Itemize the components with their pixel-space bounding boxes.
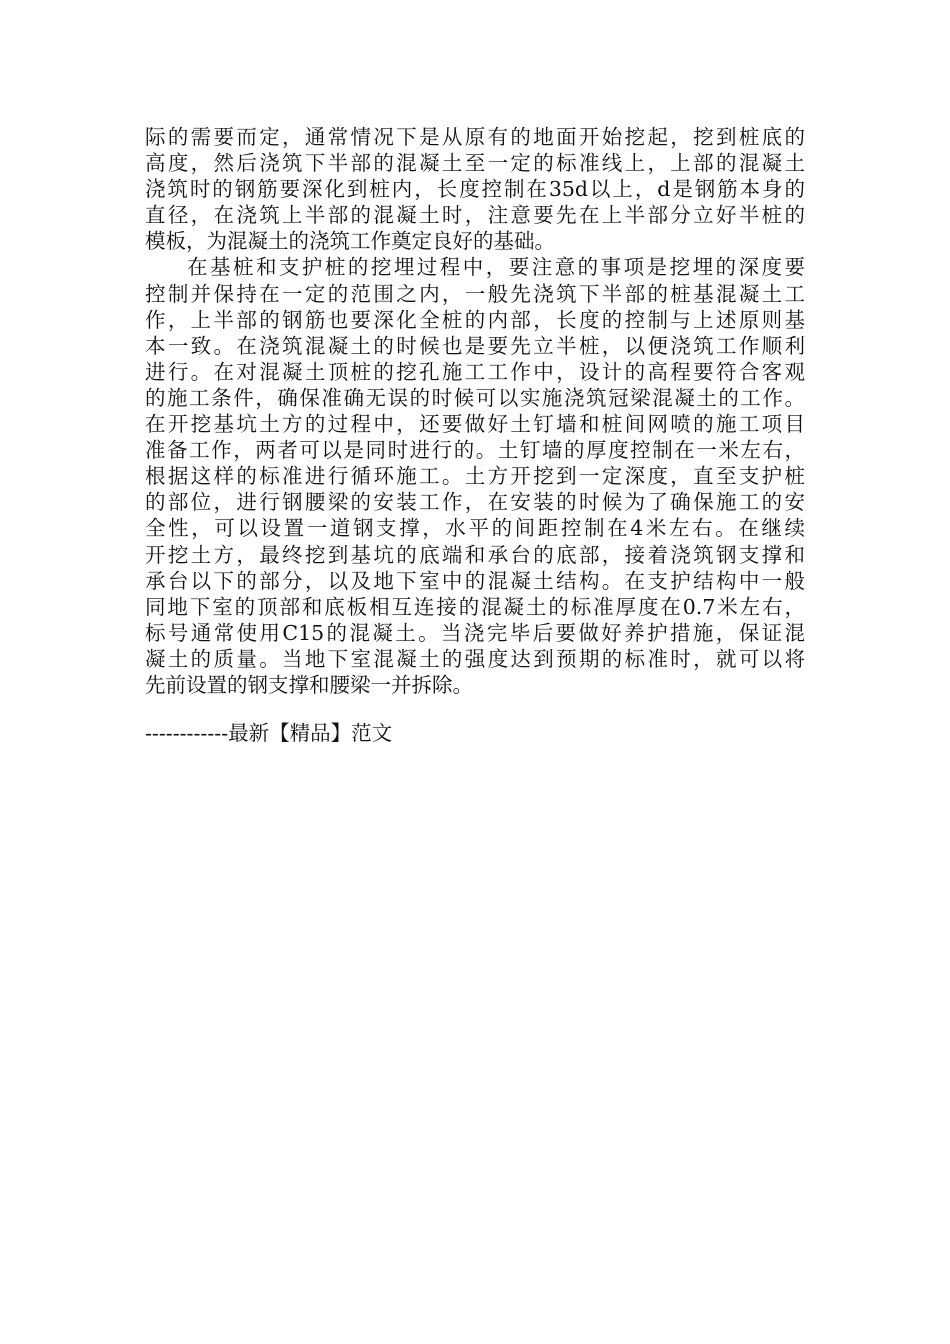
text-line: 开挖土方，最终挖到基坑的底端和承台的底部，接着浇筑钢支撑和: [145, 542, 805, 567]
text-line: 标号通常使用C15的混凝土。当浇完毕后要做好养护措施，保证混: [145, 620, 805, 645]
paragraph-2: [145, 254, 805, 698]
text-line: 控制并保持在一定的范围之内，一般先浇筑下半部的桩基混凝土工: [145, 281, 805, 306]
text-line: 模板，为混凝土的浇筑工作奠定良好的基础。: [145, 229, 555, 254]
text-line: 全性，可以设置一道钢支撑，水平的间距控制在4米左右。在继续: [145, 516, 805, 541]
paragraph-1: [145, 124, 805, 254]
text-line: 浇筑时的钢筋要深化到桩内，长度控制在35d以上，d是钢筋本身的: [145, 177, 805, 202]
text-line: 本一致。在浇筑混凝土的时候也是要先立半桩，以便浇筑工作顺利: [145, 333, 805, 358]
text-line: 根据这样的标准进行循环施工。土方开挖到一定深度，直至支护桩: [145, 464, 805, 489]
text-line: 在基桩和支护桩的挖埋过程中，要注意的事项是挖埋的深度要: [187, 255, 805, 280]
text-line: 先前设置的钢支撑和腰梁一并拆除。: [145, 672, 473, 697]
text-line: 承台以下的部分，以及地下室中的混凝土结构。在支护结构中一般: [145, 568, 805, 593]
text-line: 直径，在浇筑上半部的混凝土时，注意要先在上半部分立好半桩的: [145, 203, 805, 228]
text-line: 际的需要而定，通常情况下是从原有的地面开始挖起，挖到桩底的: [145, 125, 805, 149]
text-line: 凝土的质量。当地下室混凝土的强度达到预期的标准时，就可以将: [145, 646, 805, 671]
text-line: 的部位，进行钢腰梁的安装工作，在安装的时候为了确保施工的安: [145, 490, 805, 515]
text-line: 同地下室的顶部和底板相互连接的混凝土的标准厚度在0.7米左右，: [145, 594, 805, 619]
text-line: 高度，然后浇筑下半部的混凝土至一定的标准线上，上部的混凝土: [145, 151, 805, 176]
footer-text: ------------最新【精品】范文: [145, 721, 393, 745]
text-line: 的施工条件，确保准确无误的时候可以实施浇筑冠梁混凝土的工作。: [145, 385, 805, 410]
text-line: 进行。在对混凝土顶桩的挖孔施工工作中，设计的高程要符合客观: [145, 359, 805, 384]
text-line: 准备工作，两者可以是同时进行的。土钉墙的厚度控制在一米左右，: [145, 438, 805, 463]
text-line: 作，上半部的钢筋也要深化全桩的内部，长度的控制与上述原则基: [145, 307, 805, 332]
body-text: [145, 124, 805, 698]
text-line: 在开挖基坑土方的过程中，还要做好土钉墙和桩间网喷的施工项目: [145, 412, 805, 437]
